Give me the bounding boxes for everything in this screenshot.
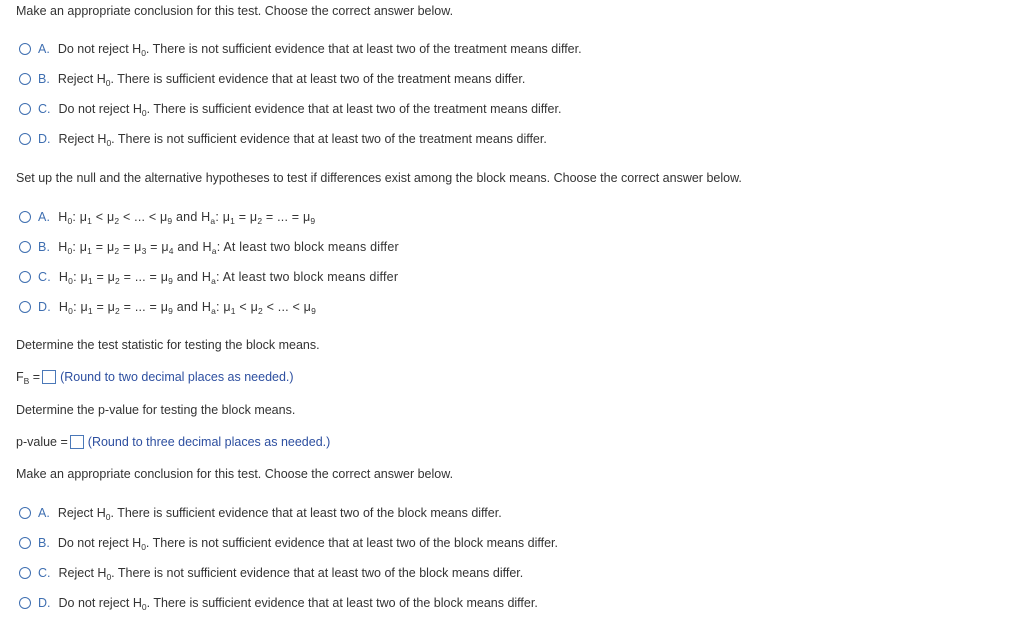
q5-prompt: Make an appropriate conclusion for this test. Choose the correct answer below. bbox=[16, 467, 454, 481]
option-text: Reject $H_0$. There is sufficient evidence that at least two of the treatment means differ. bbox=[57, 72, 526, 88]
q2-option-b[interactable] bbox=[19, 239, 399, 255]
option-text: Do not reject $H_0$. There is sufficient evidence that at least two of the block means differ. bbox=[58, 596, 538, 612]
option-letter: A. bbox=[38, 42, 50, 56]
radio-button[interactable] bbox=[19, 537, 31, 549]
q1-option-d[interactable] bbox=[19, 131, 547, 147]
option-text: $H_0$: $\mu_1 = \mu_2 = \mu_3 = \mu_4$ and $H_a$: At least two block means differ bbox=[58, 240, 399, 256]
q1-prompt: Make an appropriate conclusion for this test. Choose the correct answer below. bbox=[16, 4, 454, 18]
radio-button[interactable] bbox=[19, 133, 31, 145]
option-letter: B. bbox=[38, 536, 50, 550]
radio-button[interactable] bbox=[19, 73, 31, 85]
q5-option-b[interactable] bbox=[19, 535, 558, 551]
p-value-label: p-value = bbox=[16, 435, 68, 449]
fb-label: $F_B$ = bbox=[16, 370, 41, 386]
option-text: Do not reject $H_0$. There is not sufficient evidence that at least two of the treatment means differ. bbox=[57, 42, 582, 58]
option-letter: A. bbox=[38, 506, 50, 520]
option-letter: B. bbox=[38, 72, 50, 86]
radio-button[interactable] bbox=[19, 211, 31, 223]
option-text: Reject $H_0$. There is sufficient evidence that at least two of the block means differ. bbox=[57, 506, 502, 522]
option-text: Reject $H_0$. There is not sufficient evidence that at least two of the block means differ. bbox=[58, 566, 524, 582]
option-letter: C. bbox=[38, 102, 51, 116]
radio-button[interactable] bbox=[19, 241, 31, 253]
q1-option-c[interactable] bbox=[19, 101, 561, 117]
q1-option-b[interactable] bbox=[19, 71, 525, 87]
q2-option-d[interactable] bbox=[19, 299, 316, 315]
radio-button[interactable] bbox=[19, 43, 31, 55]
q2-option-a[interactable] bbox=[19, 209, 315, 225]
option-letter: C. bbox=[38, 270, 51, 284]
q1-option-a[interactable] bbox=[19, 41, 582, 57]
option-text: $H_0$: $\mu_1 < \mu_2$ < ... < $\mu_9$ and $H_a$: $\mu_1 = \mu_2$ = ... = $\mu_9$ bbox=[58, 210, 316, 226]
option-letter: C. bbox=[38, 566, 51, 580]
q5-option-a[interactable] bbox=[19, 505, 502, 521]
option-text: $H_0$: $\mu_1 = \mu_2$ = ... = $\mu_9$ and $H_a$: At least two block means differ bbox=[58, 270, 399, 286]
q5-option-c[interactable] bbox=[19, 565, 523, 581]
q2-option-c[interactable] bbox=[19, 269, 398, 285]
option-text: Do not reject $H_0$. There is not sufficient evidence that at least two of the block means differ. bbox=[57, 536, 558, 552]
option-letter: D. bbox=[38, 300, 51, 314]
radio-button[interactable] bbox=[19, 271, 31, 283]
radio-button[interactable] bbox=[19, 301, 31, 313]
radio-button[interactable] bbox=[19, 597, 31, 609]
q5-option-d[interactable] bbox=[19, 595, 538, 611]
option-letter: A. bbox=[38, 210, 51, 224]
option-letter: D. bbox=[38, 132, 51, 146]
rounding-hint: (Round to three decimal places as needed.) bbox=[87, 435, 331, 449]
q4-prompt: Determine the p-value for testing the block means. bbox=[16, 403, 296, 417]
q2-prompt: Set up the null and the alternative hypotheses to test if differences exist among the block means. Choose the correct answer below. bbox=[16, 171, 742, 185]
option-text: Do not reject $H_0$. There is sufficient evidence that at least two of the treatment means differ. bbox=[58, 102, 562, 118]
option-letter: B. bbox=[38, 240, 51, 254]
q3-prompt: Determine the test statistic for testing the block means. bbox=[16, 338, 320, 352]
radio-button[interactable] bbox=[19, 103, 31, 115]
option-text: $H_0$: $\mu_1 = \mu_2$ = ... = $\mu_9$ and $H_a$: $\mu_1 < \mu_2$ < ... < $\mu_9$ bbox=[58, 300, 316, 316]
test-statistic-row bbox=[16, 369, 294, 385]
p-value-answer-input[interactable] bbox=[70, 435, 84, 449]
rounding-hint: (Round to two decimal places as needed.) bbox=[60, 370, 294, 384]
radio-button[interactable] bbox=[19, 567, 31, 579]
option-letter: D. bbox=[38, 596, 51, 610]
radio-button[interactable] bbox=[19, 507, 31, 519]
fb-answer-input[interactable] bbox=[42, 370, 56, 384]
option-text: Reject $H_0$. There is not sufficient evidence that at least two of the treatment means differ. bbox=[58, 132, 547, 148]
p-value-row bbox=[16, 434, 330, 450]
